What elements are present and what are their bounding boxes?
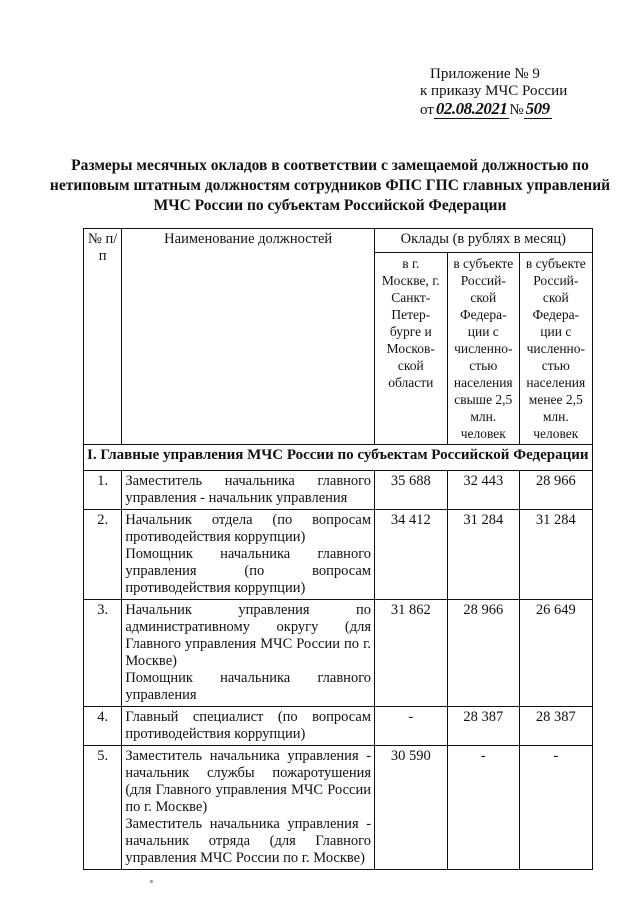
salary-table (83, 228, 593, 870)
position-title: Помощник начальника главного управления (по вопросам противодействия коррупции) (125, 546, 372, 596)
table-row (84, 510, 593, 600)
row-number: 4. (84, 707, 122, 746)
salary-over-2-5m: 32 443 (447, 471, 520, 510)
position-title: Помощник начальника главного управления (125, 670, 372, 703)
salary-over-2-5m: 28 966 (447, 600, 520, 707)
salary-under-2-5m: 28 966 (520, 471, 593, 510)
table-row (84, 707, 593, 746)
subheader-under-2-5m: в субъекте Россий-ской Федера-ции с численно-стью населения менее 2,5 млн. человек (520, 253, 593, 445)
document-title: Размеры месячных окладов в соответствии с замещаемой должностью по нетиповым штатным должностям сотрудников ФПС ГПС главных управлений МЧС России по субъектам Российской Федерации (49, 157, 611, 214)
salary-under-2-5m: 26 649 (520, 600, 593, 707)
position-cell (122, 510, 375, 600)
date-prefix: от (420, 102, 434, 118)
salary-moscow: - (375, 707, 448, 746)
header-name: Наименование должностей (122, 229, 375, 445)
position-cell (122, 707, 375, 746)
appendix-date-line (420, 100, 620, 119)
appendix-order-ref: к приказу МЧС России (420, 83, 568, 99)
table-row (84, 600, 593, 707)
salary-moscow: 30 590 (375, 746, 448, 870)
handwritten-number: 509 (525, 99, 550, 118)
position-title: Заместитель начальника управления - начальник службы пожаротушения (для Главного управления МЧС России по г. Москве) (125, 748, 372, 815)
section-title: I. Главные управления МЧС России по субъектам Российской Федерации (84, 445, 593, 471)
appendix-title: Приложение № 9 (430, 66, 540, 82)
table-row (84, 471, 593, 510)
number-prefix: № (509, 102, 524, 118)
position-cell (122, 471, 375, 510)
salary-over-2-5m: - (447, 746, 520, 870)
salary-over-2-5m: 31 284 (447, 510, 520, 600)
position-title: Заместитель начальника главного управления - начальник управления (125, 473, 372, 506)
row-number: 2. (84, 510, 122, 600)
handwritten-date: 02.08.2021 (435, 99, 508, 118)
position-cell (122, 600, 375, 707)
table-row (84, 746, 593, 870)
header-num: № п/п (84, 229, 122, 445)
table-header-row (84, 229, 593, 253)
row-number: 5. (84, 746, 122, 870)
row-number: 1. (84, 471, 122, 510)
position-title: Начальник управления по административному округу (для Главного управления МЧС России по г. Москве) (125, 602, 372, 669)
position-cell (122, 746, 375, 870)
salary-moscow: 34 412 (375, 510, 448, 600)
position-title: Начальник отдела (по вопросам противодействия коррупции) (125, 512, 372, 545)
salary-over-2-5m: 28 387 (447, 707, 520, 746)
salary-moscow: 35 688 (375, 471, 448, 510)
position-title: Заместитель начальника управления - начальник отряда (для Главного управления МЧС России по г. Москве) (125, 816, 372, 866)
scan-speck (150, 880, 153, 883)
subheader-moscow: в г. Москве, г. Санкт-Петер-бурге и Москов-ской области (375, 253, 448, 445)
row-number: 3. (84, 600, 122, 707)
position-title: Главный специалист (по вопросам противодействия коррупции) (125, 709, 372, 742)
salary-moscow: 31 862 (375, 600, 448, 707)
subheader-over-2-5m: в субъекте Россий-ской Федера-ции с численно-стью населения свыше 2,5 млн. человек (447, 253, 520, 445)
section-row (84, 445, 593, 471)
salary-under-2-5m: 28 387 (520, 707, 593, 746)
salary-under-2-5m: - (520, 746, 593, 870)
header-salaries: Оклады (в рублях в месяц) (375, 229, 593, 253)
salary-under-2-5m: 31 284 (520, 510, 593, 600)
appendix-block (420, 66, 620, 119)
